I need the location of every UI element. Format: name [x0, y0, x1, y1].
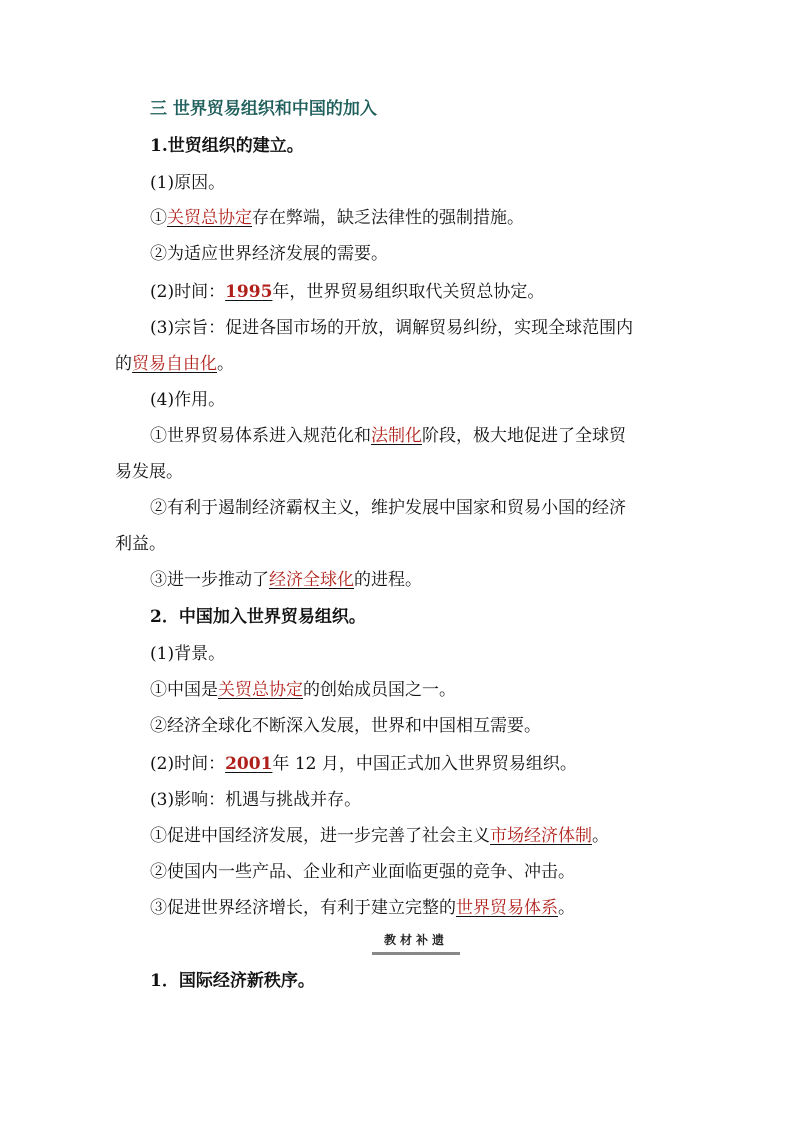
time-line-1995: [150, 280, 544, 304]
background-item-2: ②经济全球化不断深入发展，世界和中国相互需要。: [150, 716, 541, 736]
text-segment: ①世界贸易体系进入规范化和: [150, 426, 371, 446]
effect-item-2-line-1: ②有利于遏制经济霸权主义，维护发展中国家和贸易小国的经济: [150, 498, 626, 518]
impact-item-1: [150, 824, 609, 848]
effect-item-1-line-1: [150, 424, 626, 448]
effect-item-2-line-2: 利益。: [115, 534, 166, 554]
text-segment: ③促进世界经济增长，有利于建立完整的: [150, 898, 456, 918]
time-line-2001: [150, 752, 577, 776]
text-segment: ①中国是: [150, 680, 218, 700]
text-segment: 年 12 月，中国正式加入世界贸易组织。: [272, 754, 577, 774]
highlight-year: 2001: [225, 754, 273, 774]
purpose-line-1: (3)宗旨：促进各国市场的开放，调解贸易纠纷，实现全球范围内: [150, 318, 634, 338]
reason-label: (1)原因。: [150, 173, 226, 193]
text-segment: 的创始成员国之一。: [303, 680, 456, 700]
text-segment: ③进一步推动了: [150, 570, 269, 590]
highlight-term: 贸易自由化: [132, 354, 217, 374]
text-segment: 的进程。: [354, 570, 422, 590]
text-segment: 。: [592, 826, 609, 846]
text-segment: 。: [217, 354, 234, 374]
reason-item-2: ②为适应世界经济发展的需要。: [150, 244, 388, 264]
effect-label: (4)作用。: [150, 390, 226, 410]
highlight-term: 法制化: [371, 426, 422, 446]
text-segment: 的: [115, 354, 132, 374]
purpose-line-2: [115, 352, 234, 376]
highlight-year: 1995: [225, 282, 273, 302]
reason-item-1: [150, 206, 524, 230]
text-segment: 存在弊端，缺乏法律性的强制措施。: [252, 208, 524, 228]
impact-item-3: [150, 896, 575, 920]
background-item-1: [150, 678, 456, 702]
impact-label: (3)影响：机遇与挑战并存。: [150, 790, 362, 810]
highlight-term: 关贸总协定: [167, 208, 252, 228]
effect-item-3: [150, 568, 422, 592]
text-segment: 年，世界贸易组织取代关贸总协定。: [272, 282, 545, 302]
highlight-term: 关贸总协定: [218, 680, 303, 700]
highlight-term: 经济全球化: [269, 570, 354, 590]
highlight-term: 世界贸易体系: [456, 898, 558, 918]
subsection-heading-new-economic-order: 1．国际经济新秩序。: [150, 971, 315, 991]
text-segment: 阶段，极大地促进了全球贸: [422, 426, 626, 446]
supplement-label: 教材补遗: [383, 933, 448, 947]
effect-item-1-line-2: 易发展。: [115, 462, 183, 482]
text-segment: (2)时间：: [150, 282, 226, 302]
supplement-underline: [372, 952, 460, 955]
background-label: (1)背景。: [150, 644, 226, 664]
text-segment: ①促进中国经济发展，进一步完善了社会主义: [150, 826, 490, 846]
text-segment: (2)时间：: [150, 754, 226, 774]
subsection-heading-wto-establishment: 1.世贸组织的建立。: [150, 136, 304, 156]
highlight-term: 市场经济体制: [490, 826, 592, 846]
text-segment: ①: [150, 208, 167, 228]
text-segment: 。: [558, 898, 575, 918]
subsection-heading-china-joins: 2．中国加入世界贸易组织。: [150, 607, 366, 627]
section-title: 三 世界贸易组织和中国的加入: [150, 99, 377, 119]
impact-item-2: ②使国内一些产品、企业和产业面临更强的竞争、冲击。: [150, 862, 575, 882]
